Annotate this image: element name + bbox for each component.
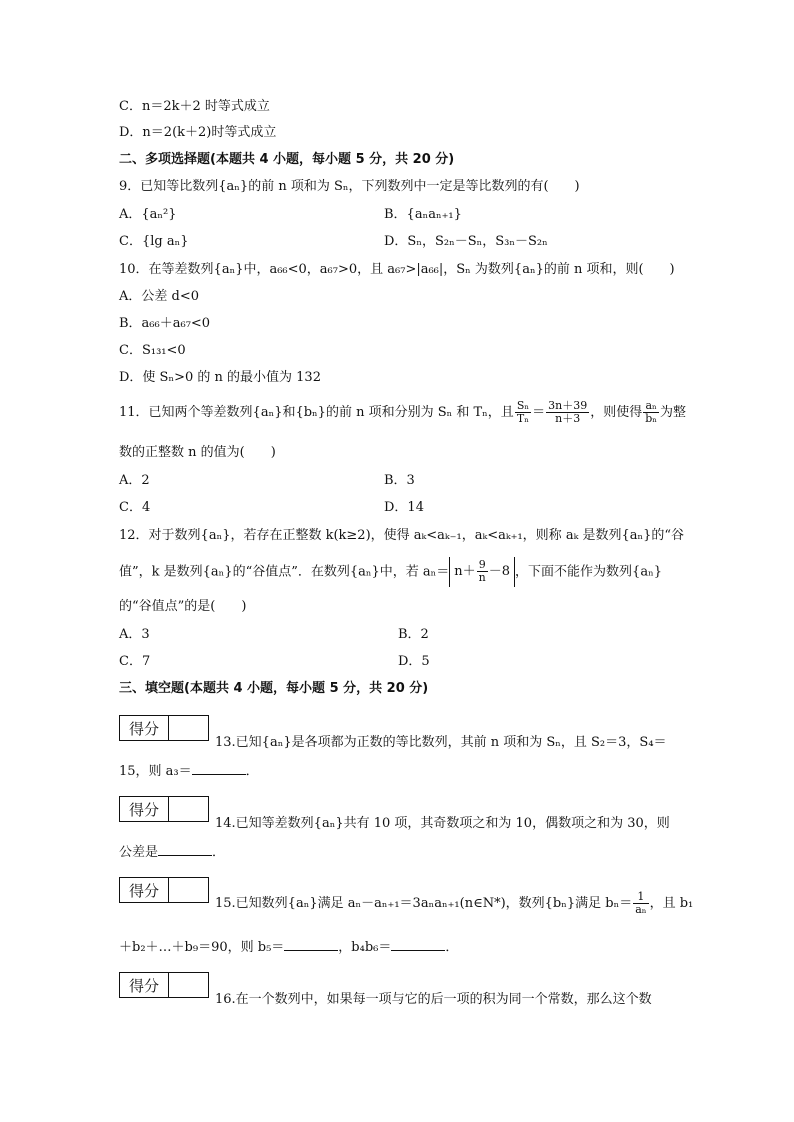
q11-option-d: D．14 (384, 500, 424, 515)
question-15: 15.已知数列{aₙ}满足 aₙ－aₙ₊₁＝3aₙaₙ₊₁(n∈N*)，数列{bₙ}满足 bₙ＝ $\frac{1}{\text{aₙ}}$ ，且 b₁ (215, 890, 694, 916)
q12-absolute-expression: n＋ $\frac{9}{n}$ －8 (449, 557, 515, 587)
question-12: 12．对于数列{aₙ}，若存在正整数 k(k≥2)，使得 aₖ<aₖ₋₁，aₖ<aₖ₊₁，则称 aₖ 是数列{aₙ}的“谷 (119, 528, 685, 543)
section-2-heading: 二、多项选择题(本题共 4 小题，每小题 5 分，共 20 分) (119, 152, 455, 167)
q13-line-2: 15，则 a₃＝ ． (119, 764, 259, 779)
q11-fraction-s-t: $\frac{\text{Sₙ}}{\text{Tₙ}}$ (516, 399, 530, 425)
question-16: 16.在一个数列中，如果每一项与它的后一项的积为同一个常数，那么这个数 (215, 992, 652, 1007)
score-box-14 (119, 796, 209, 822)
q9-option-a: A．{aₙ²} (119, 207, 177, 222)
option-d-prev: D．n＝2(k＋2)时等式成立 (119, 125, 277, 140)
q12-option-d: D．5 (398, 654, 430, 669)
question-9: 9．已知等比数列{aₙ}的前 n 项和为 Sₙ，下列数列中一定是等比数列的有( ) (119, 179, 580, 194)
score-label: 得分 (120, 716, 169, 740)
q9-option-b: B．{aₙaₙ₊₁} (384, 207, 462, 222)
q11-fraction-ratio: $\frac{3n+39}{n+3}$ (548, 399, 588, 425)
score-label: 得分 (120, 878, 169, 902)
question-14: 14.已知等差数列{aₙ}共有 10 项，其奇数项之和为 10，偶数项之和为 30，则 (215, 816, 670, 831)
q15-answer-blank-2[interactable] (391, 938, 445, 951)
option-c-prev: C．n＝2k＋2 时等式成立 (119, 99, 270, 114)
score-box-13 (119, 715, 209, 741)
score-box-15 (119, 877, 209, 903)
q12-text-pre: 值”，k 是数列{aₙ}的“谷值点”．在数列{aₙ}中，若 aₙ＝ (119, 564, 450, 580)
q10-option-c: C．S₁₃₁<0 (119, 343, 186, 358)
q9-option-c: C．{lg aₙ} (119, 234, 189, 249)
q11-eq: ＝ (532, 405, 546, 420)
q12-option-b: B．2 (398, 627, 429, 642)
q12-option-a: A．3 (119, 627, 150, 642)
q11-text-post: 为整 (660, 405, 687, 420)
q11-fraction-a-b: $\frac{\text{aₙ}}{\text{bₙ}}$ (645, 399, 658, 425)
q11-line-2: 数的正整数 n 的值为( ) (119, 445, 276, 460)
q15-answer-blank-1[interactable] (284, 938, 338, 951)
q11-option-b: B．3 (384, 473, 415, 488)
score-label: 得分 (120, 797, 169, 821)
q12-line-2 (119, 557, 662, 588)
q11-text-mid: ，则使得 (590, 405, 643, 420)
q10-option-d: D．使 Sₙ>0 的 n 的最小值为 132 (119, 370, 321, 385)
q15-line-2: ＋b₂＋…＋b₉＝90，则 b₅＝ ，b₄b₆＝ ． (119, 940, 459, 955)
q13-answer-blank[interactable] (192, 762, 246, 775)
question-13: 13.已知{aₙ}是各项都为正数的等比数列，其前 n 项和为 Sₙ，且 S₂＝3，S₄＝ (215, 735, 667, 750)
q9-option-d: D．Sₙ，S₂ₙ－Sₙ，S₃ₙ－S₂ₙ (384, 234, 548, 249)
q11-option-c: C．4 (119, 500, 151, 515)
q12-text-post: ，下面不能作为数列{aₙ} (515, 564, 662, 580)
q15-fraction: $\frac{1}{\text{aₙ}}$ (635, 890, 647, 916)
q14-line-2: 公差是 ． (119, 845, 226, 860)
q11-option-a: A．2 (119, 473, 150, 488)
score-label: 得分 (120, 973, 169, 997)
q10-option-a: A．公差 d<0 (119, 289, 200, 304)
q11-text-pre: 11．已知两个等差数列{aₙ}和{bₙ}的前 n 项和分别为 Sₙ 和 Tₙ，且 (119, 405, 514, 420)
q12-option-c: C．7 (119, 654, 151, 669)
q14-answer-blank[interactable] (158, 843, 212, 856)
q10-option-b: B．a₆₆＋a₆₇<0 (119, 316, 211, 331)
q12-line-3: 的“谷值点”的是( ) (119, 599, 247, 614)
question-11 (119, 398, 686, 428)
question-10: 10．在等差数列{aₙ}中，a₆₆<0，a₆₇>0，且 a₆₇>|a₆₆|，Sₙ 为数列{aₙ}的前 n 项和，则( ) (119, 262, 675, 277)
score-box-16 (119, 972, 209, 998)
section-3-heading: 三、填空题(本题共 4 小题，每小题 5 分，共 20 分) (119, 681, 429, 696)
